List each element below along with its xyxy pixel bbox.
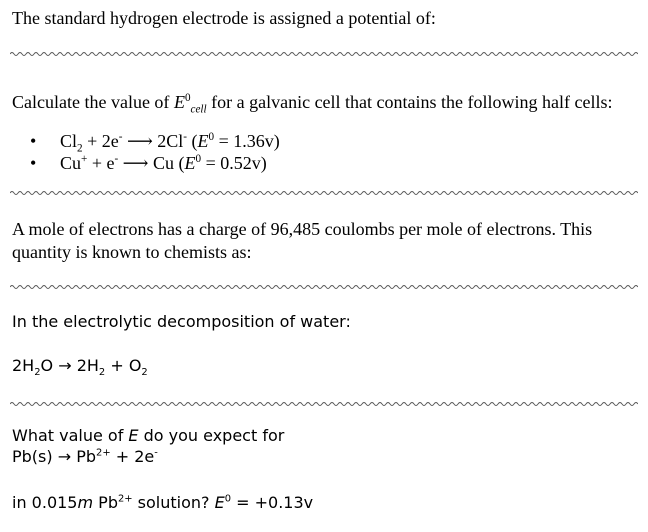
bullet-2: • (30, 153, 37, 173)
water-equation: $2H_2O \to 2H_2 + O_2$ (12, 356, 148, 379)
answer-line-3 (10, 283, 638, 291)
answer-line-4 (10, 400, 638, 408)
answer-line-1 (10, 50, 638, 58)
lead-oxidation-equation: $Pb(s) \to Pb^{2+} + 2e^-$ (12, 447, 158, 466)
question-5-line-3: in 0.015m $Pb^{2+}$ solution? $E^0 = +0.13v$ (12, 493, 314, 512)
question-4-title: In the electrolytic decomposition of water: (12, 312, 351, 331)
bullet-1: • (30, 131, 37, 151)
question-5-line-1: What value of E do you expect for (12, 426, 285, 445)
answer-line-2 (10, 189, 638, 197)
half-cell-2: Cu+ + e- ⟶ Cu $(E^0 = 0.52v)$ (60, 153, 267, 173)
question-1-text: The standard hydrogen electrode is assigned a potential of: (12, 8, 436, 28)
half-cell-1: $Cl_2 + 2e^-$ ⟶ 2Cl- $(E^0 = 1.36v)$ (60, 131, 280, 155)
question-3-line-1: A mole of electrons has a charge of 96,485 coulombs per mole of electrons. This (12, 219, 593, 239)
question-3-line-2: quantity is known to chemists as: (12, 242, 252, 262)
question-2-prompt: Calculate the value of $E^0_{cell}$ for a galvanic cell that contains the following half cells: (12, 92, 613, 116)
